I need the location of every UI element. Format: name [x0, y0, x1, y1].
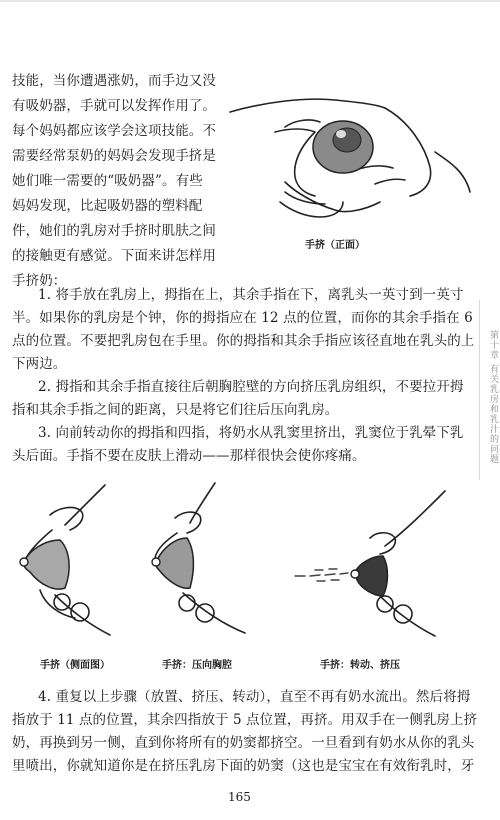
text-line: 4. 重复以上步骤（放置、挤压、转动），直至不再有奶水流出。然后将拇 [38, 689, 471, 705]
text-line: 她们唯一需要的“吸奶器”。有些 [12, 173, 203, 189]
text-line: 里喷出，你就知道你是在挤压乳房下面的奶窦（这也是宝宝在有效衔乳时，牙 [12, 758, 475, 774]
text-line: 件，她们的乳房对手挤时肌肤之间 [12, 223, 216, 239]
text-line: 点的位置。不要把乳房包在手里。你的拇指和其余手指应该径直地在乳头的上 [12, 333, 475, 349]
hand-expression-front-illustration [225, 92, 475, 227]
text-line: 1. 将手放在乳房上，拇指在上，其余手指在下，离乳头一英寸到一英寸 [38, 287, 464, 303]
text-line: 奶，再换到另一侧，直到你将所有的奶窦都挤空。一旦看到有奶水从你的乳头 [12, 735, 475, 751]
caption-front: 手挤（正面） [305, 240, 365, 251]
top-edge [0, 0, 500, 2]
text-line: 下两边。 [12, 356, 67, 372]
text-line: 3. 向前转动你的拇指和四指，将奶水从乳窦里挤出，乳窦位于乳晕下乳 [38, 425, 464, 441]
text-line: 技能，当你遭遇涨奶，而手边又没 [12, 73, 216, 89]
hand-expression-press-illustration [145, 478, 265, 638]
text-line: 有吸奶器，手就可以发挥作用了。 [12, 98, 216, 114]
chapter-side-text: 第十章 有关乳房和乳汁的问题 [488, 330, 498, 464]
text-line: 半。如果你的乳房是个钟，你的拇指应在 12 点的位置，而你的其余手指在 6 [12, 310, 473, 326]
caption-press: 手挤：压向胸腔 [162, 660, 232, 671]
hand-expression-side-illustration [10, 480, 130, 640]
text-line: 每个妈妈都应该学会这项技能。不 [12, 123, 216, 139]
text-line: 的接触更有感觉。下面来讲怎样用 [12, 248, 216, 264]
caption-roll: 手挤：转动、挤压 [320, 660, 400, 671]
text-line: 手挤奶： [12, 273, 67, 289]
page-number: 165 [228, 790, 251, 804]
text-line: 2. 拇指和其余手指直接往后朝胸腔壁的方向挤压乳房组织，不要拉开拇 [38, 379, 464, 395]
caption-side: 手挤（侧面图） [40, 660, 110, 671]
hand-expression-roll-illustration [285, 486, 455, 641]
text-line: 头后面。手指不要在皮肤上滑动——那样很快会使你疼痛。 [12, 448, 366, 464]
text-line: 需要经常泵奶的妈妈会发现手挤是 [12, 148, 216, 164]
text-line: 指和其余手指之间的距离，只是将它们往后压向乳房。 [12, 402, 339, 418]
text-line: 指放于 11 点的位置，其余四指放于 5 点位置，再挤。用双手在一侧乳房上挤 [12, 712, 478, 728]
text-line: 妈妈发现，比起吸奶器的塑料配 [12, 198, 203, 214]
